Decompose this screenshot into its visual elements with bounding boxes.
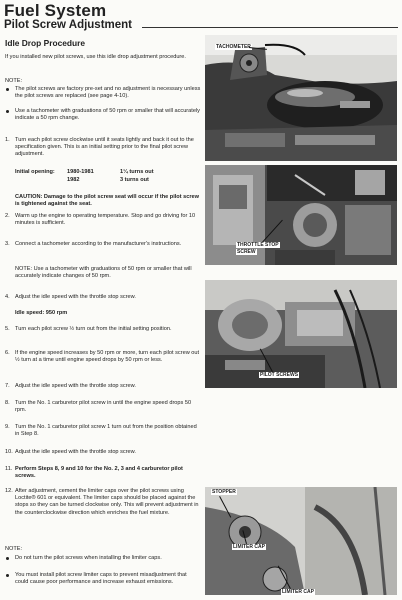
opening-value: 3 turns out xyxy=(120,177,149,183)
step-text: After adjustment, cement the limiter caps over the pilot screws using Loctite® 601 or equivalent. The limiter caps should be placed against the stops so they can be turned clockwise only. This will prevent adjustment in the counterclockwise direction which enriches the fuel mixture. xyxy=(15,488,199,516)
bullet-icon xyxy=(6,557,9,560)
opening-year: 1980-1981 xyxy=(67,169,94,175)
step-number: 1. xyxy=(5,137,10,143)
step-number: 9. xyxy=(5,424,10,430)
bullet-icon xyxy=(6,110,9,113)
step-7 xyxy=(5,383,201,392)
note-bullet-text: Do not turn the pilot screws when installing the limiter caps. xyxy=(15,555,162,561)
step-8 xyxy=(5,400,201,416)
step-number: 10. xyxy=(5,449,13,455)
step-3 xyxy=(5,241,201,257)
step-4 xyxy=(5,294,201,303)
step-11 xyxy=(5,466,201,482)
step-number: 8. xyxy=(5,400,10,406)
step-text: Adjust the idle speed with the throttle stop screw. xyxy=(15,449,136,455)
note-bullet-text: The pilot screws are factory pre-set and no adjustment is necessary unless the pilot screws are replaced (see page 4-10). xyxy=(15,86,201,100)
stopper-label: STOPPER xyxy=(212,489,236,495)
step-text: Turn each pilot screw clockwise until it seats lightly and back it out to the specification given. This is an initial setting prior to the final pilot screw adjustment. xyxy=(15,137,194,158)
idle-speed-spec: Idle speed: 950 rpm xyxy=(15,310,68,316)
step-number: 3. xyxy=(5,241,10,247)
bullet-icon xyxy=(6,574,9,577)
note2-text: NOTE: Use a tachometer with graduations of 50 rpm or smaller that will accurately indicate changes of 50 rpm. xyxy=(15,266,192,280)
subsection-title: Idle Drop Procedure xyxy=(5,38,86,48)
note-bullet-text: You must install pilot screw limiter caps to prevent misadjustment that could cause poor performance and increase exhaust emissions. xyxy=(15,572,187,586)
limiter-cap-image xyxy=(205,487,397,595)
step-9 xyxy=(5,424,201,440)
note-bullet xyxy=(5,86,201,108)
opening-value: 1¼ turns out xyxy=(120,169,154,175)
step-number: 7. xyxy=(5,383,10,389)
intro-text: If you installed new pilot screws, use this idle drop adjustment procedure. xyxy=(5,54,186,60)
pilot-screws-label: PILOT SCREWS xyxy=(260,372,299,378)
chapter-title: Fuel System xyxy=(4,1,107,20)
step-10 xyxy=(5,449,201,458)
step-text: Turn the No. 1 carburetor pilot screw 1 turn out from the position obtained in Step 8. xyxy=(15,424,197,438)
section-title: Pilot Screw Adjustment xyxy=(4,19,133,31)
carburetor-image xyxy=(205,165,397,265)
tachometer-label: TACHOMETER xyxy=(216,44,251,50)
limiter-cap-label: LIMITER CAP xyxy=(282,589,314,595)
throttle-stop-label-line1: THROTTLE STOP xyxy=(237,242,279,248)
step-text: Adjust the idle speed with the throttle stop screw. xyxy=(15,294,136,300)
note-bullet xyxy=(5,572,201,594)
step-5 xyxy=(5,326,201,342)
section-rule xyxy=(142,27,398,28)
note-label: NOTE: xyxy=(5,78,23,84)
step-12 xyxy=(5,488,201,532)
step-number: 5. xyxy=(5,326,10,332)
step-6 xyxy=(5,350,201,374)
limiter-cap-photo xyxy=(205,487,397,595)
step-text: Connect a tachometer according to the manufacturer's instructions. xyxy=(15,241,182,247)
step-2 xyxy=(5,213,201,229)
step-number: 4. xyxy=(5,294,10,300)
bullet-icon xyxy=(6,88,9,91)
limiter-cap-label: LIMITER CAP xyxy=(233,544,265,550)
note-label: NOTE: xyxy=(5,546,23,552)
step-text: Adjust the idle speed with the throttle stop screw. xyxy=(15,383,136,389)
caution-text: CAUTION: Damage to the pilot screw seat will occur if the pilot screw is tightened against the seat. xyxy=(15,194,200,208)
step-text: Warm up the engine to operating temperature. Stop and go driving for 10 minutes is sufficient. xyxy=(15,213,196,227)
step-number: 12. xyxy=(5,488,13,494)
step-text: Turn each pilot screw ½ turn out from the initial setting position. xyxy=(15,326,172,332)
throttle-stop-label-line2: SCREW xyxy=(237,249,256,255)
tachometer-photo xyxy=(205,35,397,161)
opening-label: Initial opening: xyxy=(15,169,55,175)
step-number: 2. xyxy=(5,213,10,219)
note-bullet-text: Use a tachometer with graduations of 50 rpm or smaller that will accurately indicate a 50 rpm change. xyxy=(15,108,200,122)
note-bullet xyxy=(5,108,201,123)
carburetor-side-image xyxy=(205,280,397,388)
step-number: 11. xyxy=(5,466,13,472)
step-text: Perform Steps 8, 9 and 10 for the No. 2, 3 and 4 carburetor pilot screws. xyxy=(15,466,183,480)
motorcycle-tank-image xyxy=(205,35,397,161)
step-number: 6. xyxy=(5,350,10,356)
step-1 xyxy=(5,137,201,161)
throttle-stop-photo xyxy=(205,165,397,265)
step-text: Turn the No. 1 carburetor pilot screw in until the engine speed drops 50 rpm. xyxy=(15,400,192,414)
opening-year: 1982 xyxy=(67,177,80,183)
step-text: If the engine speed increases by 50 rpm or more, turn each pilot screw out ½ turn at a time until engine speed drops by 50 rpm or less. xyxy=(15,350,200,364)
pilot-screws-photo xyxy=(205,280,397,388)
note-bullet xyxy=(5,555,201,570)
